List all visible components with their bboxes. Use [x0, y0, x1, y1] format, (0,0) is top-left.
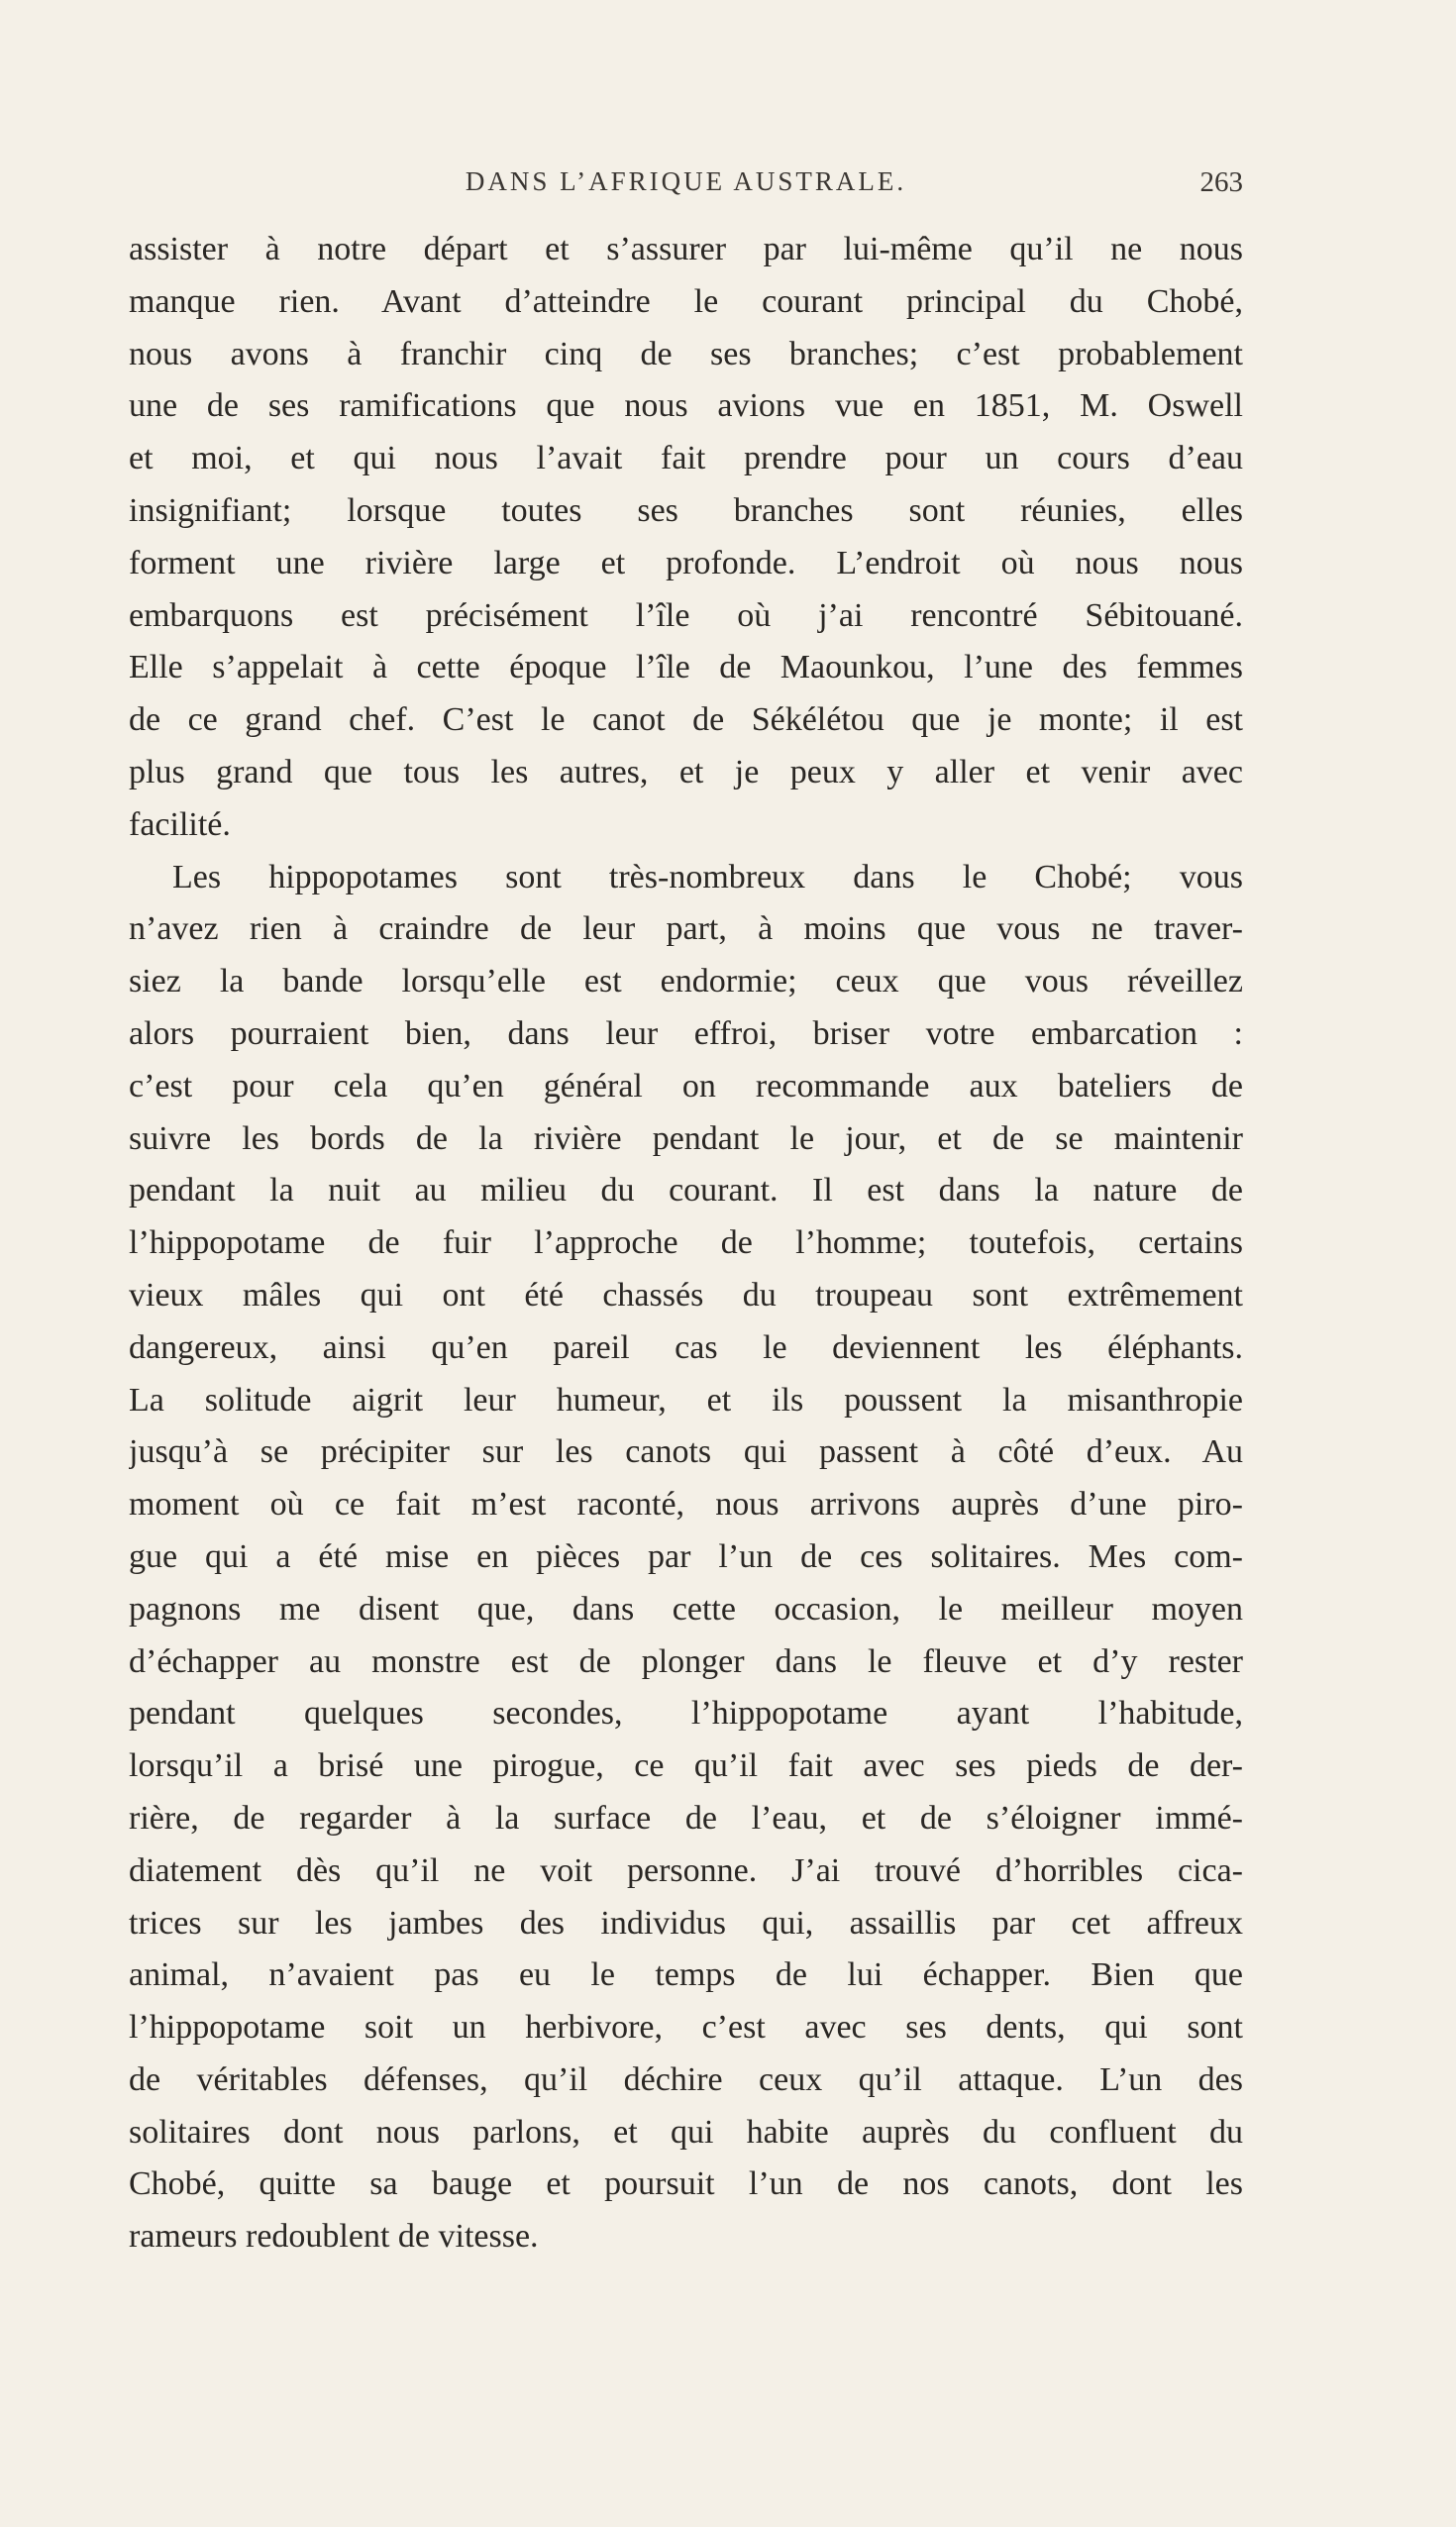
text-line: une de ses ramifications que nous avions vue en 1851, M. Oswell — [129, 387, 1243, 425]
text-line: c’est pour cela qu’en général on recommande aux bateliers de — [129, 1067, 1243, 1105]
text-line: embarquons est précisément l’île où j’ai rencontré Sébitouané. — [129, 596, 1243, 634]
text-line: Les hippopotames sont très-nombreux dans le Chobé; vous — [172, 858, 1243, 895]
text-line: l’hippopotame soit un herbivore, c’est avec ses dents, qui sont — [129, 2009, 1243, 2047]
text-line: pagnons me disent que, dans cette occasion, le meilleur moyen — [129, 1590, 1243, 1628]
paragraph-2 — [129, 852, 1243, 2264]
text-line: et moi, et qui nous l’avait fait prendre pour un cours d’eau — [129, 440, 1243, 477]
text-line: diatement dès qu’il ne voit personne. J’ai trouvé d’horribles cica- — [129, 1851, 1243, 1889]
text-line: rameurs redoublent de vitesse. — [129, 2218, 539, 2256]
text-line: l’hippopotame de fuir l’approche de l’homme; toutefois, certains — [129, 1224, 1243, 1262]
text-line: de véritables défenses, qu’il déchire ceux qu’il attaque. L’un des — [129, 2060, 1243, 2098]
text-line: pendant quelques secondes, l’hippopotame ayant l’habitude, — [129, 1695, 1243, 1733]
text-line: insignifiant; lorsque toutes ses branches sont réunies, elles — [129, 491, 1243, 529]
text-line: suivre les bords de la rivière pendant le jour, et de se maintenir — [129, 1119, 1243, 1157]
page-number: 263 — [1199, 166, 1243, 198]
text-line: forment une rivière large et profonde. L’endroit où nous nous — [129, 544, 1243, 581]
text-line: facilité. — [129, 805, 231, 843]
text-line: pendant la nuit au milieu du courant. Il est dans la nature de — [129, 1172, 1243, 1210]
text-line: dangereux, ainsi qu’en pareil cas le deviennent les éléphants. — [129, 1328, 1243, 1366]
body-text — [129, 224, 1243, 2264]
text-line: de ce grand chef. C’est le canot de Sékélétou que je monte; il est — [129, 701, 1243, 739]
text-line: moment où ce fait m’est raconté, nous arrivons auprès d’une piro- — [129, 1486, 1243, 1524]
text-line: assister à notre départ et s’assurer par lui-même qu’il ne nous — [129, 231, 1243, 267]
text-line: alors pourraient bien, dans leur effroi, briser votre embarcation : — [129, 1014, 1243, 1052]
text-line: siez la bande lorsqu’elle est endormie; ceux que vous réveillez — [129, 963, 1243, 1000]
text-line: Elle s’appelait à cette époque l’île de Maounkou, l’une des femmes — [129, 649, 1243, 686]
text-line: La solitude aigrit leur humeur, et ils poussent la misanthropie — [129, 1381, 1243, 1419]
text-line: trices sur les jambes des individus qui, assaillis par cet affreux — [129, 1904, 1243, 1942]
text-line: vieux mâles qui ont été chassés du troupeau sont extrêmement — [129, 1276, 1243, 1314]
text-line: nous avons à franchir cinq de ses branches; c’est probablement — [129, 335, 1243, 372]
text-line: gue qui a été mise en pièces par l’un de ces solitaires. Mes com- — [129, 1537, 1243, 1575]
running-head — [129, 166, 1243, 206]
text-line: n’avez rien à craindre de leur part, à moins que vous ne traver- — [129, 910, 1243, 948]
text-line: d’échapper au monstre est de plonger dans le fleuve et d’y rester — [129, 1642, 1243, 1680]
text-line: jusqu’à se précipiter sur les canots qui passent à côté d’eux. Au — [129, 1433, 1243, 1471]
paragraph-1 — [129, 224, 1243, 852]
text-line: Chobé, quitte sa bauge et poursuit l’un de nos canots, dont les — [129, 2165, 1243, 2203]
text-line: rière, de regarder à la surface de l’eau, et de s’éloigner immé- — [129, 1799, 1243, 1837]
running-title: DANS L’AFRIQUE AUSTRALE. — [465, 166, 907, 196]
text-line: animal, n’avaient pas eu le temps de lui échapper. Bien que — [129, 1956, 1243, 1994]
text-line: manque rien. Avant d’atteindre le courant principal du Chobé, — [129, 282, 1243, 320]
text-line: solitaires dont nous parlons, et qui habite auprès du confluent du — [129, 2113, 1243, 2151]
text-line: plus grand que tous les autres, et je peux y aller et venir avec — [129, 753, 1243, 790]
text-line: lorsqu’il a brisé une pirogue, ce qu’il fait avec ses pieds de der- — [129, 1747, 1243, 1785]
